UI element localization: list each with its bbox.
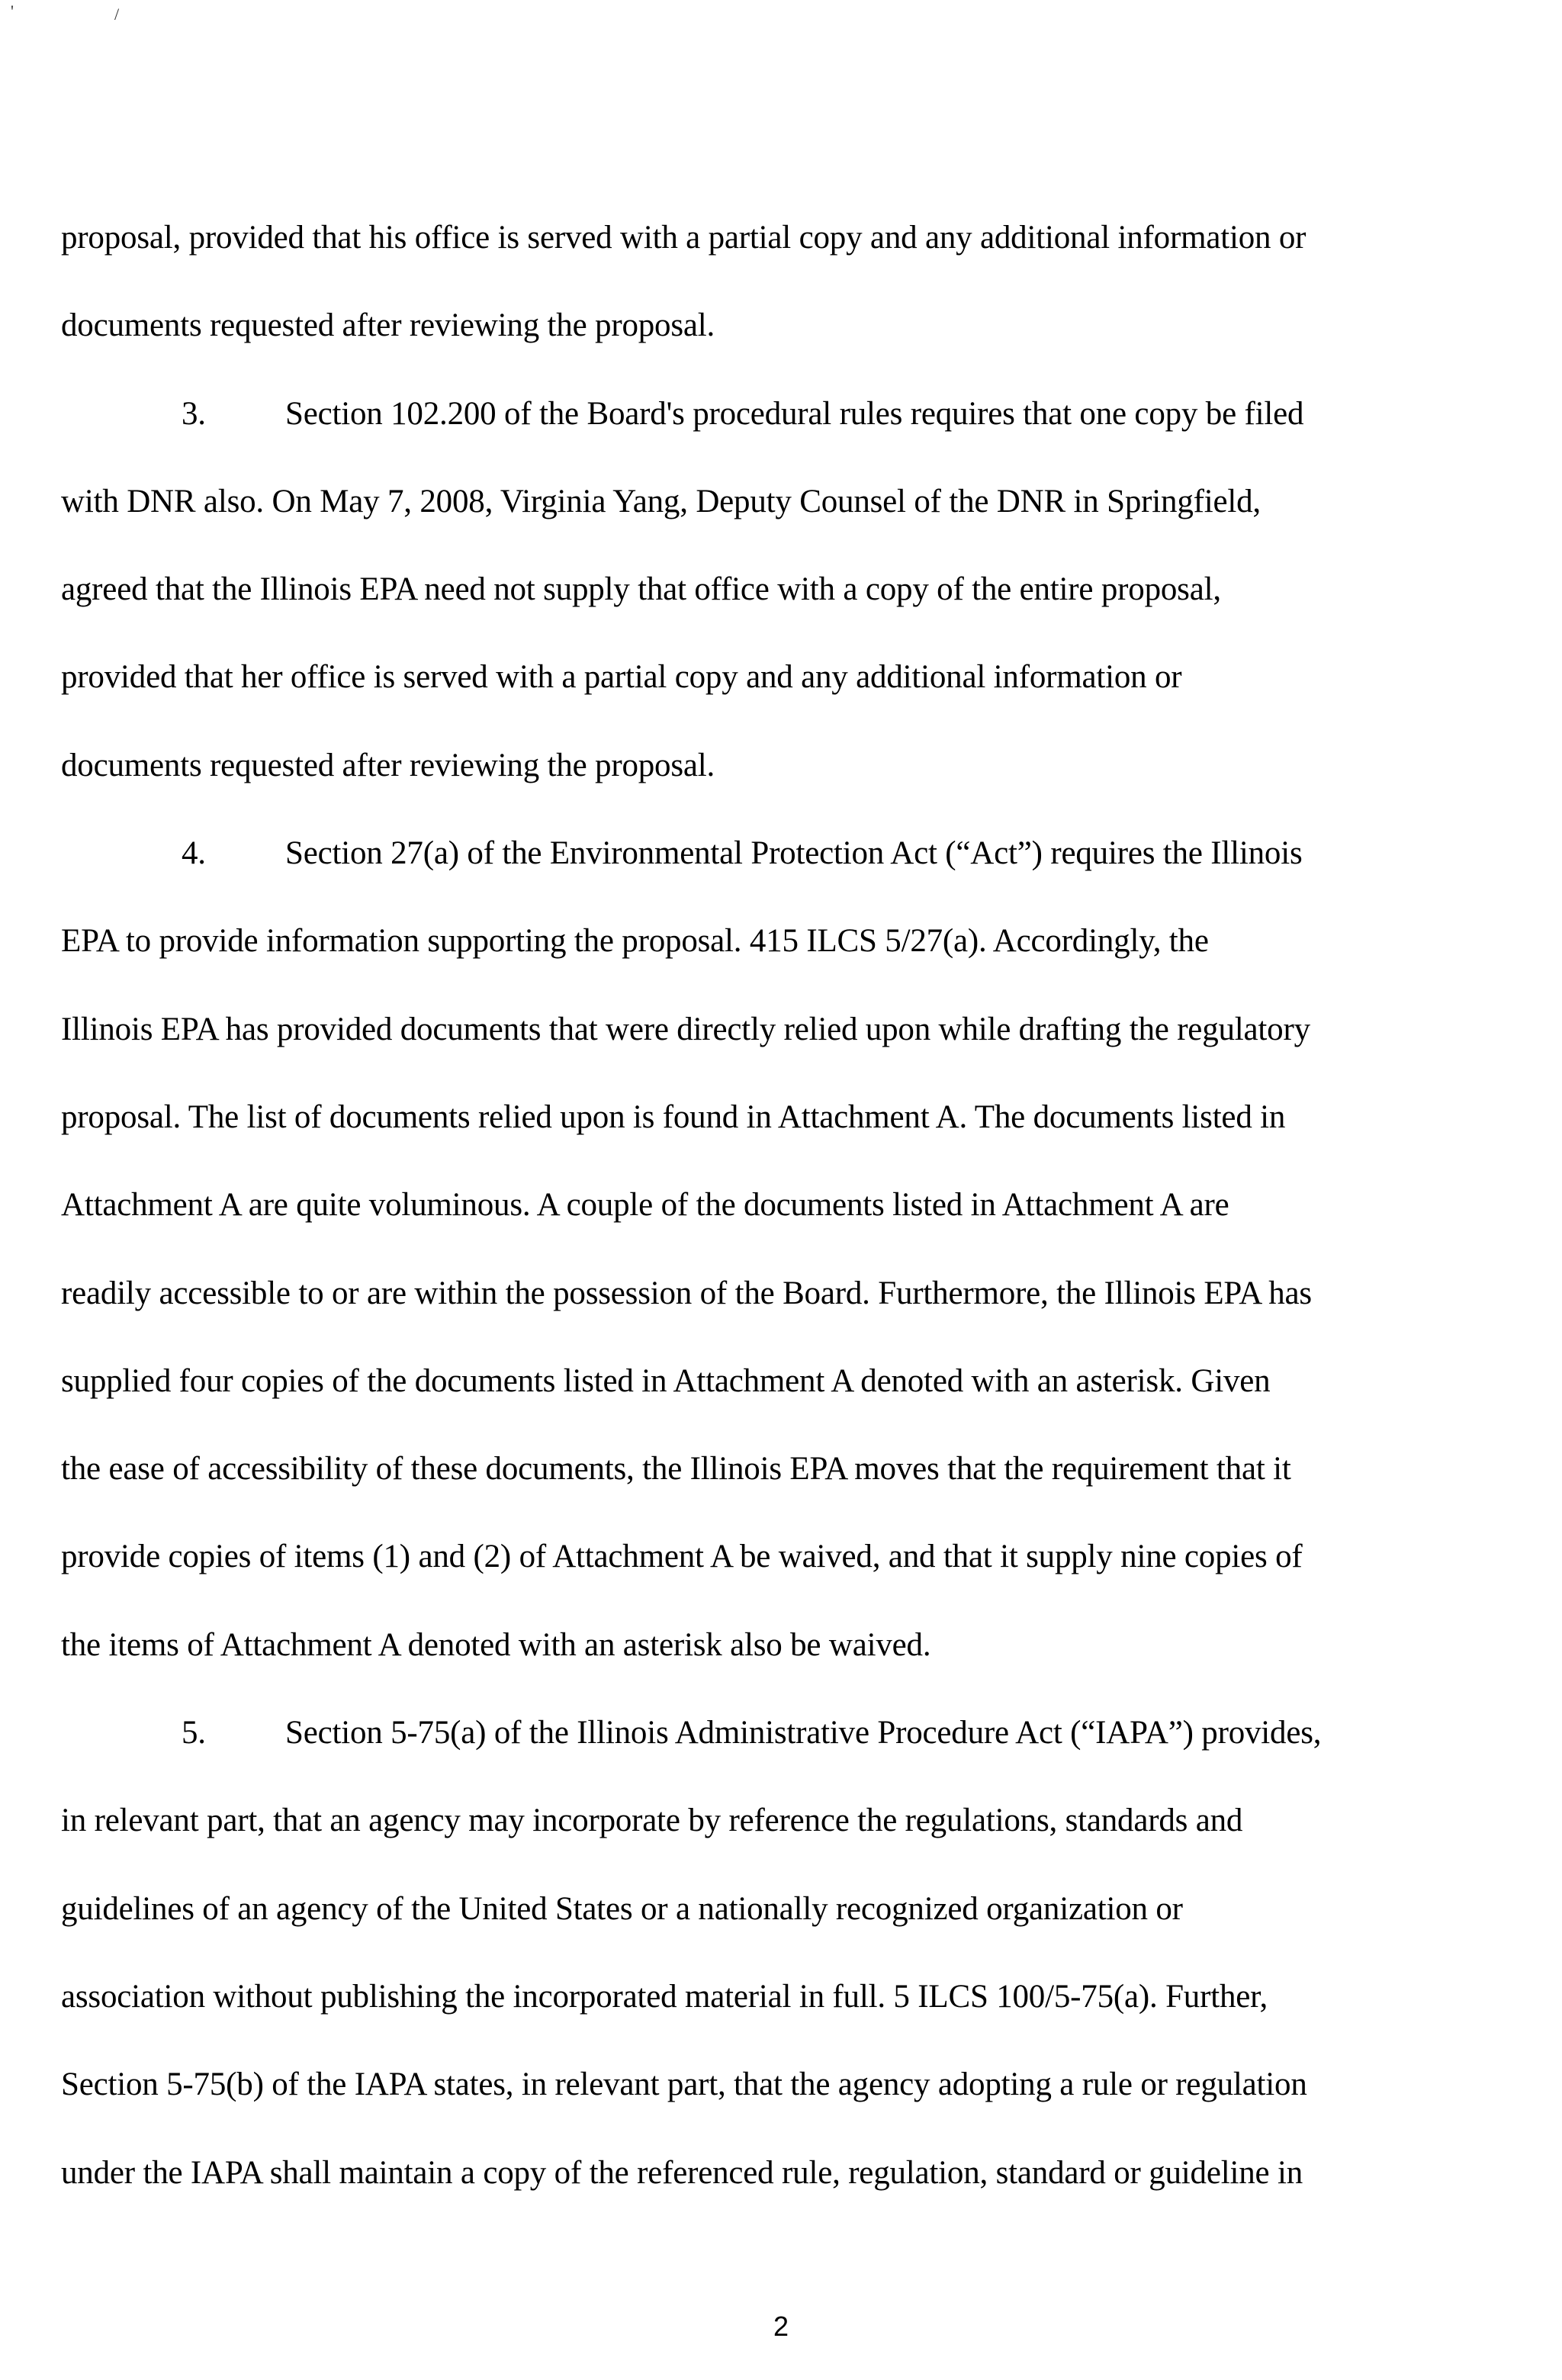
line-text: agreed that the Illinois EPA need not supply that office with a copy of the entire proposal, bbox=[61, 571, 1221, 608]
text-line bbox=[61, 458, 1556, 545]
line-text: Illinois EPA has provided documents that were directly relied upon while drafting the regulatory bbox=[61, 1011, 1310, 1047]
line-text: Section 5-75(b) of the IAPA states, in relevant part, that the agency adopting a rule or regulation bbox=[61, 2066, 1307, 2103]
scan-mark: / bbox=[114, 5, 120, 24]
text-line bbox=[61, 1161, 1556, 1249]
text-line bbox=[61, 1073, 1556, 1161]
line-text: with DNR also. On May 7, 2008, Virginia Yang, Deputy Counsel of the DNR in Springfield, bbox=[61, 483, 1261, 519]
text-line bbox=[61, 1250, 1556, 1337]
line-text: in relevant part, that an agency may incorporate by reference the regulations, standards and bbox=[61, 1803, 1243, 1839]
line-text: provide copies of items (1) and (2) of Attachment A be waived, and that it supply nine copies of bbox=[61, 1539, 1303, 1575]
text-line bbox=[61, 2041, 1556, 2128]
paragraph-3-first-line bbox=[61, 370, 1556, 458]
text-line bbox=[61, 722, 1556, 809]
paragraph-number: 4. bbox=[182, 835, 206, 872]
paragraph-5-first-line bbox=[61, 1689, 1556, 1777]
line-text: EPA to provide information supporting the proposal. 415 ILCS 5/27(a). Accordingly, the bbox=[61, 923, 1209, 960]
text-line bbox=[61, 2129, 1556, 2217]
line-text: documents requested after reviewing the proposal. bbox=[61, 747, 715, 783]
text-line bbox=[61, 1777, 1556, 1864]
text-line bbox=[61, 281, 1556, 369]
page-number: 2 bbox=[773, 2311, 789, 2342]
line-text: Section 5-75(a) of the Illinois Administrative Procedure Act (“IAPA”) provides, bbox=[285, 1715, 1322, 1751]
text-line bbox=[61, 1865, 1556, 1953]
line-text: association without publishing the incorporated material in full. 5 ILCS 100/5-75(a). Further, bbox=[61, 1978, 1268, 2015]
line-text: documents requested after reviewing the proposal. bbox=[61, 307, 715, 344]
line-text: the ease of accessibility of these documents, the Illinois EPA moves that the requirement that it bbox=[61, 1451, 1291, 1488]
line-text: Section 102.200 of the Board's procedural rules requires that one copy be filed bbox=[285, 395, 1304, 432]
line-text: under the IAPA shall maintain a copy of the referenced rule, regulation, standard or guideline in bbox=[61, 2154, 1303, 2191]
text-line bbox=[61, 1425, 1556, 1513]
line-text: proposal. The list of documents relied upon is found in Attachment A. The documents listed in bbox=[61, 1098, 1286, 1135]
line-text: supplied four copies of the documents listed in Attachment A denoted with an asterisk. Given bbox=[61, 1362, 1271, 1399]
text-line bbox=[61, 1513, 1556, 1600]
line-text: guidelines of an agency of the United States or a nationally recognized organization or bbox=[61, 1890, 1183, 1927]
text-line bbox=[61, 1337, 1556, 1425]
paragraph-number: 3. bbox=[182, 395, 206, 432]
text-line bbox=[61, 545, 1556, 633]
text-line bbox=[61, 194, 1556, 281]
line-text: Attachment A are quite voluminous. A couple of the documents listed in Attachment A are bbox=[61, 1187, 1229, 1224]
text-line bbox=[61, 986, 1556, 1073]
paragraph-4-first-line bbox=[61, 809, 1556, 897]
scan-mark: ' bbox=[11, 2, 14, 21]
text-line bbox=[61, 897, 1556, 985]
line-text: proposal, provided that his office is served with a partial copy and any additional information or bbox=[61, 220, 1306, 256]
body-text bbox=[61, 194, 1556, 2217]
text-line bbox=[61, 1953, 1556, 2041]
text-line bbox=[61, 1601, 1556, 1689]
line-text: readily accessible to or are within the possession of the Board. Furthermore, the Illinois EPA has bbox=[61, 1275, 1312, 1311]
line-text: the items of Attachment A denoted with an asterisk also be waived. bbox=[61, 1626, 931, 1663]
line-text: Section 27(a) of the Environmental Protection Act (“Act”) requires the Illinois bbox=[285, 835, 1303, 872]
paragraph-number: 5. bbox=[182, 1715, 206, 1751]
line-text: provided that her office is served with a partial copy and any additional information or bbox=[61, 659, 1182, 696]
text-line bbox=[61, 633, 1556, 721]
